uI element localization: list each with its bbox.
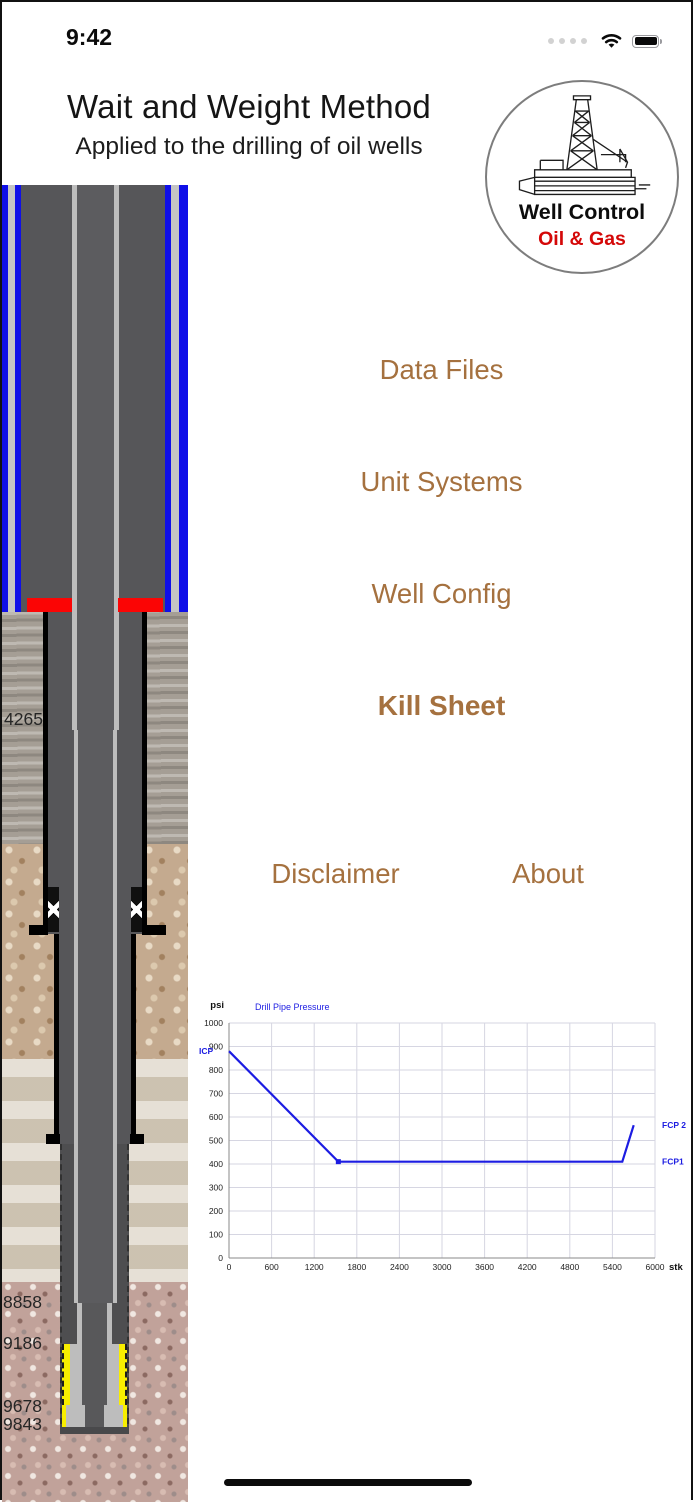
line-marker: [336, 1159, 341, 1164]
logo-text-line2: Oil & Gas: [538, 228, 626, 250]
y-tick-label: 700: [208, 1088, 223, 1099]
y-tick-label: 300: [208, 1182, 223, 1193]
wifi-icon: [599, 32, 624, 50]
x-tick-label: 4800: [560, 1262, 580, 1272]
liner-hanger-left: [48, 887, 59, 932]
annotation-FCP1: FCP1: [662, 1156, 684, 1167]
status-icons: [548, 32, 659, 50]
page-title: Wait and Weight Method: [67, 88, 431, 125]
casing-shoe-red-left: [27, 598, 72, 612]
menu-item-about[interactable]: About: [468, 858, 628, 890]
y-tick-label: 400: [208, 1159, 223, 1169]
casing-shoe-red-right: [118, 598, 163, 612]
depth-label-9843: 9843: [3, 1414, 42, 1434]
x-tick-label: 5400: [602, 1262, 622, 1272]
y-tick-label: 900: [208, 1041, 223, 1052]
influx-right-lower: [123, 1405, 127, 1427]
y-tick-label: 200: [208, 1206, 223, 1216]
cellular-signal-icon: [548, 38, 587, 44]
depth-label-8858: 8858: [3, 1292, 42, 1312]
annotation-ICP: ICP: [199, 1046, 214, 1057]
y-tick-label: 500: [208, 1135, 223, 1146]
well-schematic: [2, 185, 188, 1502]
x-tick-label: 6000: [645, 1262, 665, 1272]
riser-left-gap: [8, 185, 15, 612]
casing-flange-right: [142, 925, 166, 935]
liner-shoe-left: [46, 1134, 60, 1144]
chart-title: Drill Pipe Pressure: [255, 1002, 330, 1012]
x-tick-label: 600: [264, 1262, 279, 1272]
depth-label-3363: [0, 612, 1, 631]
casing-wall-right: [142, 612, 147, 934]
annotation-FCP-2: FCP 2: [662, 1120, 686, 1131]
menu-item-well-config[interactable]: Well Config: [188, 578, 695, 610]
drill-collar-top: [82, 1303, 107, 1344]
x-tick-label: 2400: [389, 1262, 409, 1272]
battery-icon: [632, 35, 659, 48]
x-tick-label: 4200: [517, 1262, 537, 1272]
depth-label-9186: 9186: [3, 1333, 42, 1353]
liner-wall-right: [131, 934, 136, 1144]
menu-item-unit-systems[interactable]: Unit Systems: [188, 466, 695, 498]
y-axis-unit: psi: [210, 1000, 224, 1011]
menu-item-disclaimer[interactable]: Disclaimer: [228, 858, 443, 890]
x-tick-label: 3000: [432, 1262, 452, 1272]
liner-hanger-right: [131, 887, 142, 932]
logo-text-line1: Well Control: [518, 200, 646, 224]
liner-shoe-right: [130, 1134, 144, 1144]
x-tick-label: 3600: [475, 1262, 495, 1272]
casing-flange-left: [29, 925, 48, 935]
header: [8, 88, 490, 161]
y-tick-label: 800: [208, 1065, 223, 1075]
y-tick-label: 0: [218, 1253, 223, 1263]
y-tick-label: 100: [208, 1229, 223, 1240]
drill-collar-mid: [82, 1344, 107, 1405]
status-time: 9:42: [66, 24, 113, 50]
drill-pipe-lower: [78, 730, 113, 1303]
page-subtitle: Applied to the drilling of oil wells: [75, 133, 423, 160]
drill-pipe-pressure-chart: [197, 990, 695, 1286]
riser-right-gap: [171, 185, 179, 612]
x-axis-unit: stk: [669, 1262, 683, 1273]
pressure-line: [229, 1051, 634, 1162]
depth-label-9678: 9678: [3, 1396, 42, 1416]
riser-right-outer: [179, 185, 188, 612]
influx-right: [119, 1344, 127, 1405]
drill-pipe-upper: [77, 185, 114, 730]
drill-collar-bottom: [85, 1405, 104, 1427]
x-tick-label: 0: [226, 1262, 232, 1272]
main-menu: [188, 185, 695, 985]
x-tick-label: 1800: [347, 1262, 367, 1272]
y-tick-label: 1000: [204, 1018, 223, 1028]
influx-left: [62, 1344, 70, 1405]
x-tick-label: 1200: [304, 1262, 324, 1272]
depth-label-4265: 4265: [4, 709, 43, 729]
y-tick-label: 600: [208, 1112, 223, 1122]
well-bottom-cap: [60, 1427, 129, 1434]
menu-item-kill-sheet[interactable]: Kill Sheet: [188, 690, 695, 722]
menu-item-data-files[interactable]: Data Files: [188, 354, 695, 386]
home-indicator[interactable]: [224, 1479, 472, 1486]
